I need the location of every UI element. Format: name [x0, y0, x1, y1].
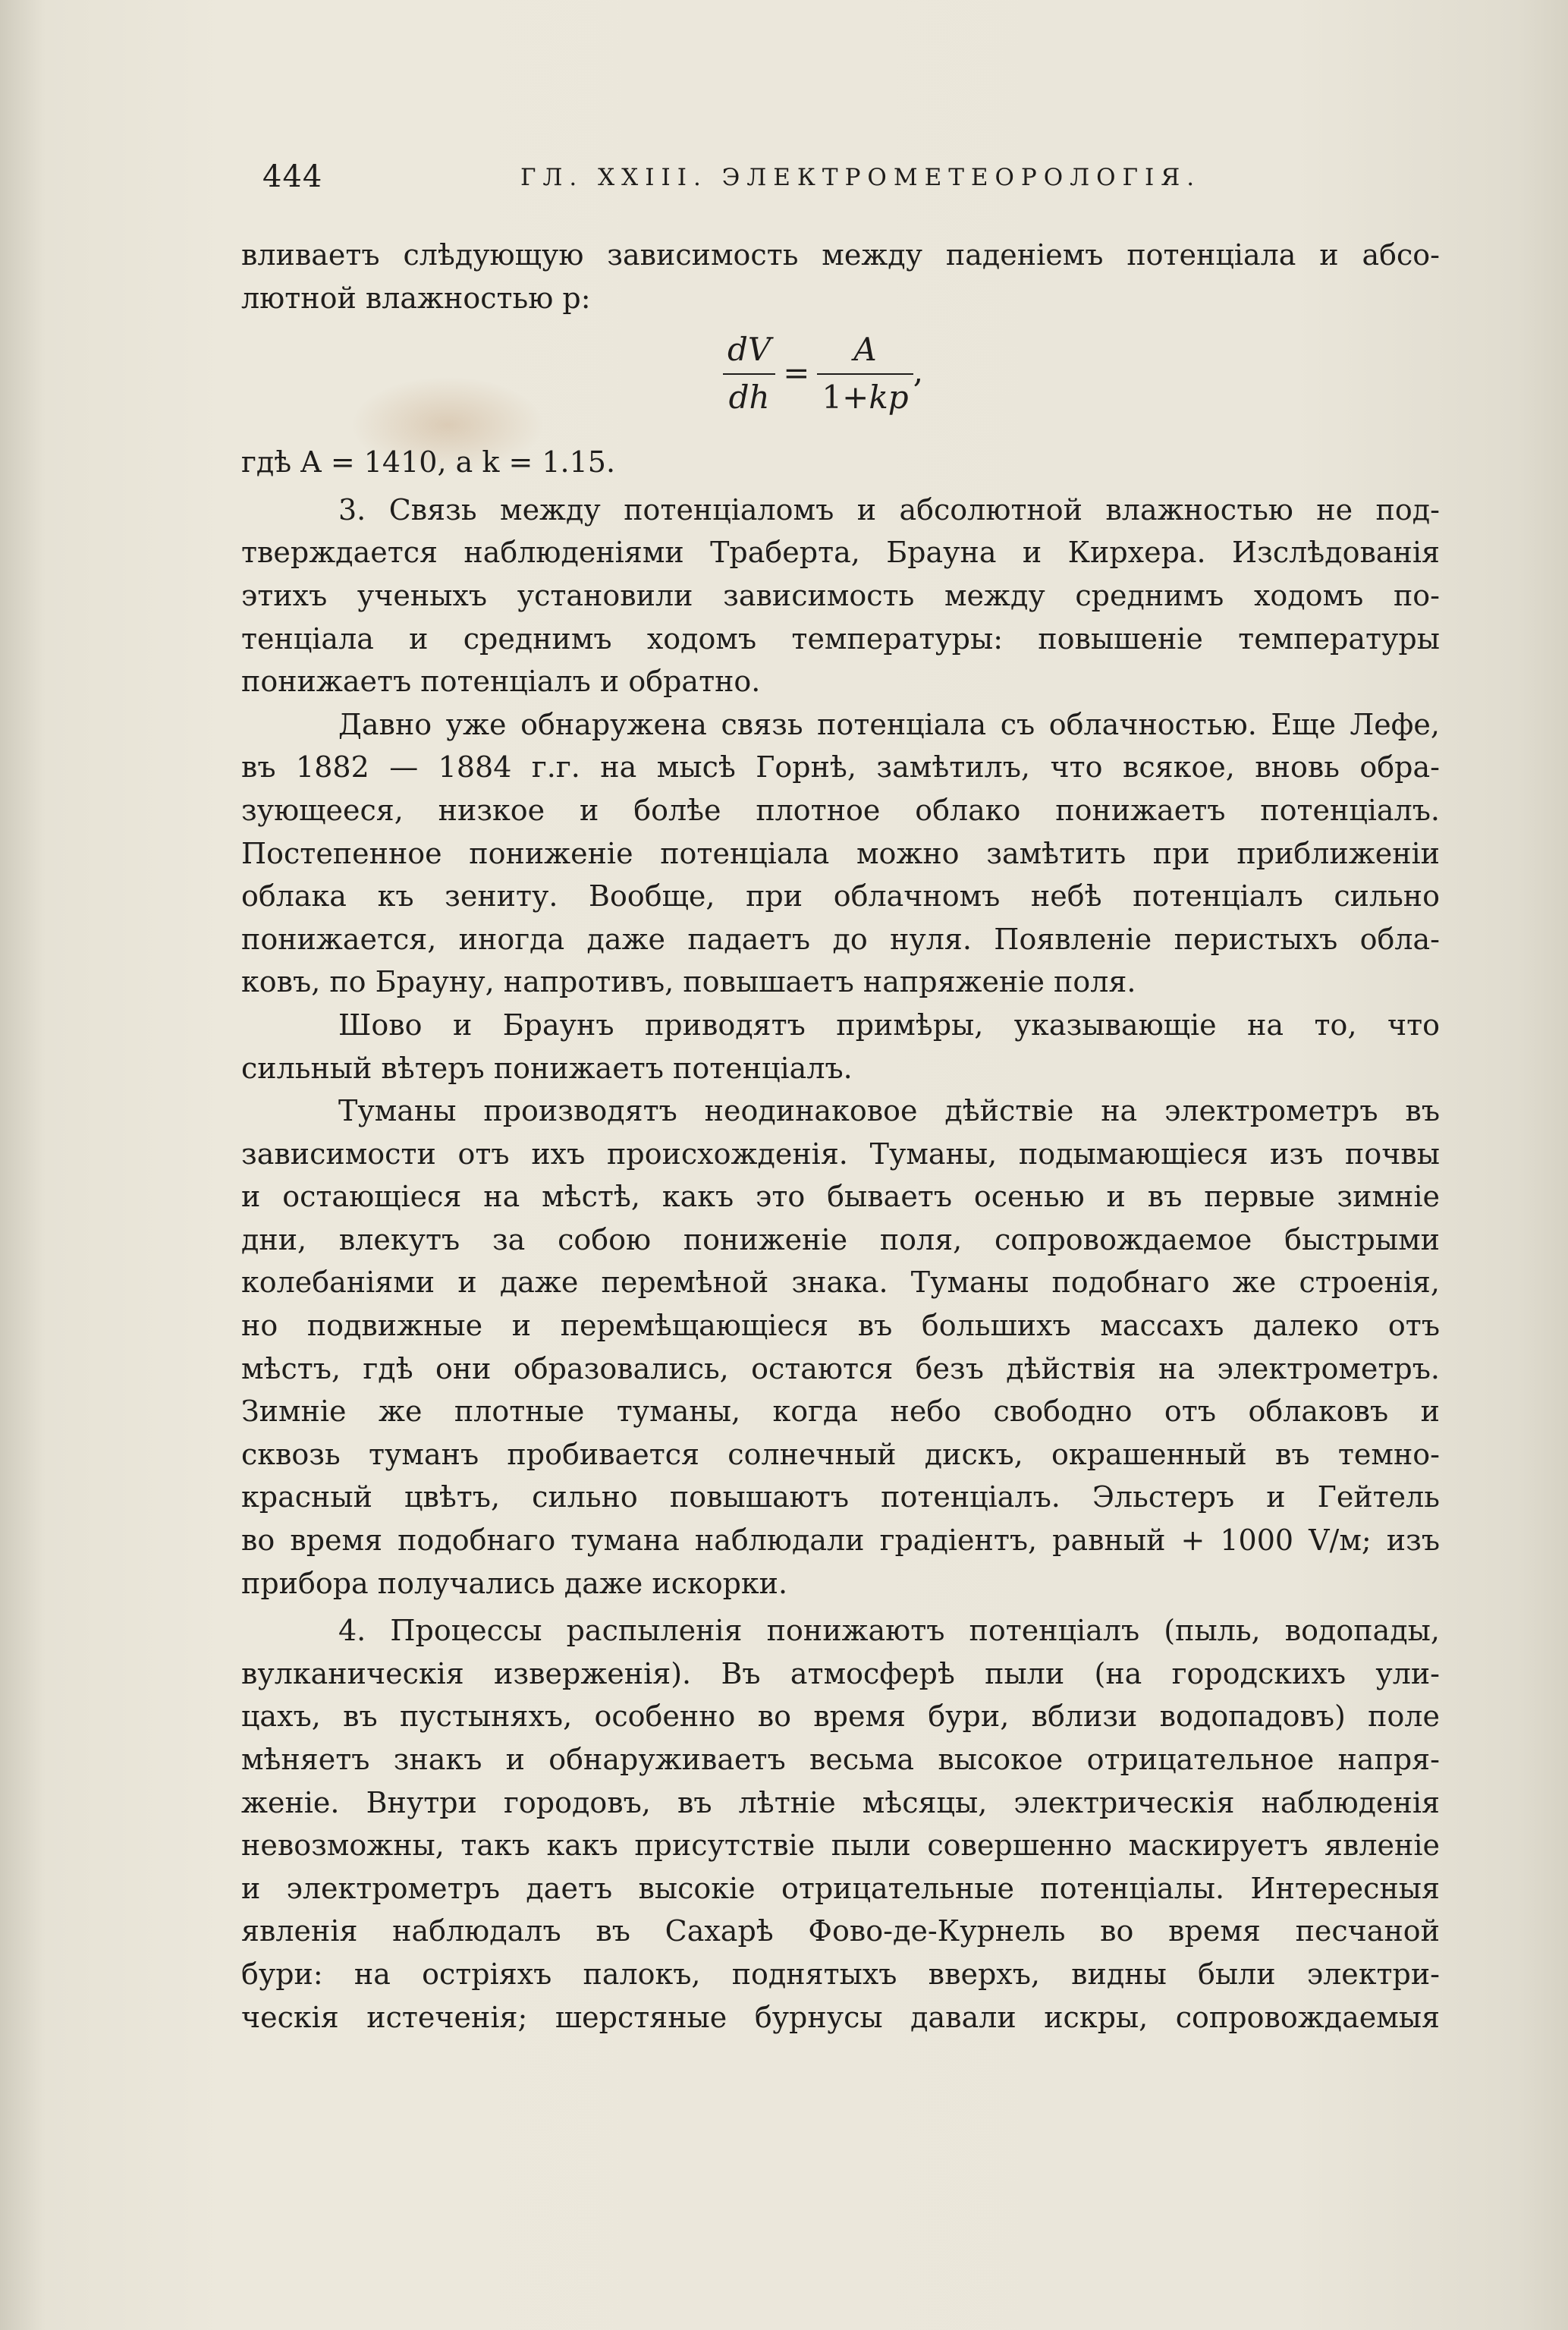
- fraction-rhs: [817, 329, 913, 419]
- text-line: Постепенное пониженіе потенціала можно замѣтить при приближеніи: [241, 836, 1440, 870]
- text-line: сквозь туманъ пробивается солнечный дискъ, окрашенный въ темно-: [241, 1437, 1440, 1471]
- formula-dv-dh: [723, 329, 923, 419]
- formula-comma: ,: [913, 352, 924, 390]
- text-line: ковъ, по Брауну, напротивъ, повышаетъ напряженіе поля.: [241, 965, 1136, 999]
- text-line: колебаніями и даже перемѣной знака. Туманы подобнаго же строенія,: [241, 1266, 1440, 1300]
- fraction-lhs: [723, 329, 775, 419]
- text-line: лютной влажностью p:: [241, 281, 591, 315]
- equals-sign: =: [783, 354, 810, 392]
- text-line: вулканическія изверженія). Въ атмосферѣ пыли (на городскихъ ули-: [241, 1656, 1440, 1690]
- fraction-denominator: dh: [728, 378, 770, 416]
- fraction-numerator: dV: [723, 329, 775, 375]
- text-line: и электрометръ даетъ высокіе отрицательные потенціалы. Интересныя: [241, 1871, 1440, 1905]
- text-line: ческія истеченія; шерстяные бурнусы давали искры, сопровождаемыя: [241, 2000, 1440, 2034]
- text-line: тенціала и среднимъ ходомъ температуры: повышеніе температуры: [241, 621, 1440, 656]
- text-line: облака къ зениту. Вообще, при облачномъ небѣ потенціалъ сильно: [241, 879, 1440, 913]
- text-line: гдѣ A = 1410, а k = 1.15.: [241, 445, 616, 480]
- fraction-denominator: [817, 375, 913, 420]
- text-line: невозможны, такъ какъ присутствіе пыли совершенно маскируетъ явленіе: [241, 1828, 1440, 1863]
- text-line: Шово и Браунъ приводятъ примѣры, указывающіе на то, что: [338, 1008, 1440, 1042]
- text-line: зависимости отъ ихъ происхожденія. Туманы, подымающіеся изъ почвы: [241, 1137, 1440, 1171]
- text-line: Зимніе же плотные туманы, когда небо свободно отъ облаковъ и: [241, 1395, 1440, 1429]
- running-head: ГЛ. XXIII. ЭЛЕКТРОМЕТЕОРОЛОГІЯ.: [520, 164, 1202, 191]
- text-line: понижается, иногда даже падаетъ до нуля. Появленіе перистыхъ обла-: [241, 922, 1440, 956]
- text-line: зующееся, низкое и болѣе плотное облако понижаетъ потенціалъ.: [241, 793, 1440, 827]
- plus-sign: +: [842, 378, 869, 416]
- text-line: но подвижные и перемѣщающіеся въ большихъ массахъ далеко отъ: [241, 1309, 1440, 1343]
- denominator-one: 1: [822, 378, 843, 416]
- text-line: тверждается наблюденіями Траберта, Брауна и Кирхера. Изслѣдованія: [241, 536, 1440, 570]
- text-line: бури: на остріяхъ палокъ, поднятыхъ вверхъ, видны были электри-: [241, 1957, 1440, 1991]
- text-line: Туманы производятъ неодинаковое дѣйствіе на электрометръ въ: [338, 1094, 1440, 1128]
- text-line: 3. Связь между потенціаломъ и абсолютной влажностью не под-: [338, 492, 1440, 527]
- text-line: дни, влекутъ за собою пониженіе поля, сопровождаемое быстрыми: [241, 1222, 1440, 1256]
- text-line: понижаетъ потенціалъ и обратно.: [241, 665, 761, 699]
- text-line: явленія наблюдалъ въ Сахарѣ Фово-де-Курнель во время песчаной: [241, 1914, 1440, 1948]
- text-line: сильный вѣтеръ понижаетъ потенціалъ.: [241, 1051, 853, 1085]
- text-line: Давно уже обнаружена связь потенціала съ облачностью. Еще Лефе,: [338, 707, 1440, 741]
- text-line: этихъ ученыхъ установили зависимость между среднимъ ходомъ по-: [241, 578, 1440, 612]
- text-line: и остающіеся на мѣстѣ, какъ это бываетъ осенью и въ первые зимніе: [241, 1180, 1440, 1214]
- text-line: мѣняетъ знакъ и обнаруживаетъ весьма высокое отрицательное напря-: [241, 1743, 1440, 1776]
- page-number: 444: [262, 159, 323, 194]
- denominator-variable: kp: [869, 378, 909, 416]
- formula-block: [241, 319, 1440, 441]
- text-line: красный цвѣтъ, сильно повышаютъ потенціалъ. Эльстеръ и Гейтель: [241, 1480, 1440, 1514]
- text-line: цахъ, въ пустыняхъ, особенно во время бури, вблизи водопадовъ) поле: [241, 1700, 1440, 1734]
- text-line: 4. Процессы распыленія понижаютъ потенціалъ (пыль, водопады,: [338, 1614, 1440, 1648]
- text-line: мѣстъ, гдѣ они образовались, остаются безъ дѣйствія на электрометръ.: [241, 1351, 1440, 1385]
- text-line: вливаетъ слѣдующую зависимость между паденіемъ потенціала и абсо-: [241, 238, 1440, 272]
- text-line: прибора получались даже искорки.: [241, 1566, 788, 1600]
- page-header: [0, 159, 1568, 205]
- text-line: въ 1882 — 1884 г.г. на мысѣ Горнѣ, замѣтилъ, что всякое, вновь обра-: [241, 750, 1440, 785]
- text-line: женіе. Внутри городовъ, въ лѣтніе мѣсяцы, электрическія наблюденія: [241, 1785, 1440, 1819]
- body-text: [241, 234, 1440, 2039]
- fraction-numerator: A: [817, 329, 913, 375]
- text-line: во время подобнаго тумана наблюдали градіентъ, равный + 1000 V/м; изъ: [241, 1523, 1440, 1558]
